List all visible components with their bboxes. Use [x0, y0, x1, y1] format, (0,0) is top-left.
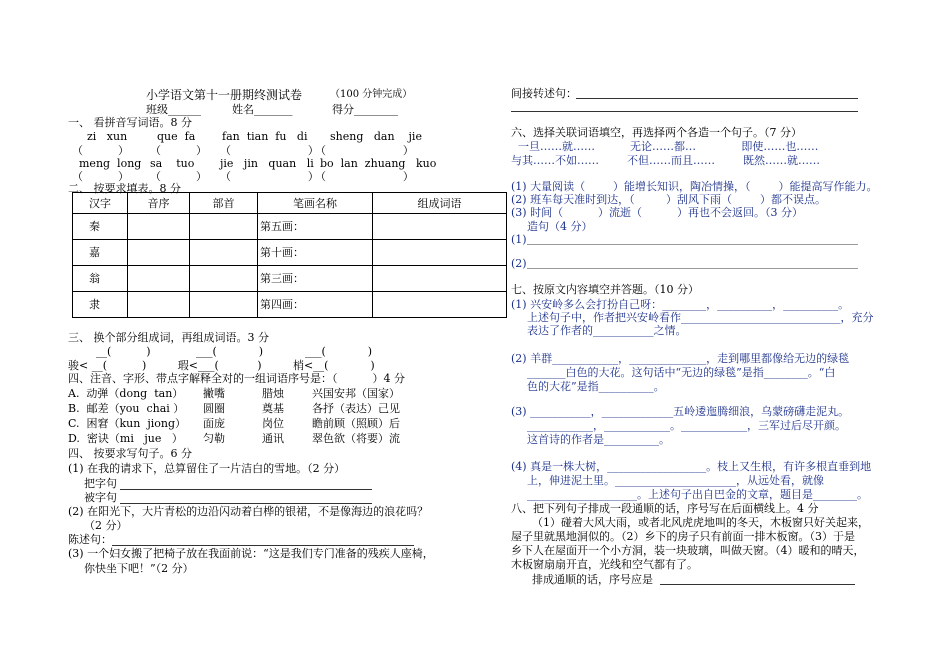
- section-6-heading: 六、选择关联词语填空，再选择两个各造一个句子。（7 分）: [511, 126, 802, 139]
- section-1-heading: 一、 看拼音写词语。8 分: [68, 116, 192, 129]
- section-7-heading: 七、按原文内容填空并答题。（10 分）: [511, 283, 699, 296]
- answer-label: 被字句: [84, 491, 117, 504]
- answer-blank[interactable]: （ ）: [150, 144, 207, 157]
- table-header: 部首: [190, 193, 258, 214]
- section-8-heading: 八、把下列句子排成一段通顺的话，序号写在后面横线上。4 分: [511, 502, 819, 515]
- table-stroke: 第三画：: [258, 266, 373, 292]
- question-text: 你快坐下吧！”（2 分）: [84, 562, 194, 575]
- option-word: 岗位: [262, 417, 284, 430]
- question-text[interactable]: 上述句子中，作者把兴安岭看作_____________________________，充分: [527, 311, 874, 324]
- answer-line[interactable]: [576, 98, 858, 99]
- table-row: [73, 266, 507, 292]
- answer-blank[interactable]: （ ）: [72, 144, 129, 157]
- table-cell[interactable]: [373, 214, 507, 240]
- indirect-speech-label: 间接转述句：: [511, 87, 577, 100]
- conjunction-options: 与其……不如…… 不但……而且…… 既然……就……: [511, 154, 820, 167]
- table-char: 嘉: [73, 240, 128, 266]
- question-text[interactable]: (4) 真是一株大树，__________________。枝上又生根，有许多根直垂到地: [511, 460, 872, 473]
- answer-blank[interactable]: （ ）: [315, 170, 414, 183]
- paragraph-line: 乡下人在屋面开一个小方洞，装一块玻璃，叫做天窗。（4）暖和的晴天，: [511, 544, 865, 557]
- name-label: 姓名_______: [232, 103, 293, 116]
- question-text[interactable]: ____________________。上述句子出自巴金的文章，题目是________。: [527, 488, 868, 501]
- answer-blank[interactable]: （ ）: [72, 170, 129, 183]
- table-cell[interactable]: [128, 240, 190, 266]
- pinyin-item: que fa: [157, 130, 196, 143]
- paragraph-line: 木板窗扇扇开直，光线和空气都有了。: [511, 558, 698, 571]
- question-text[interactable]: (2) 班车每天准时到达，（ ）刮风下雨（ ）都不误点。: [511, 193, 827, 206]
- table-header: 组成词语: [373, 193, 507, 214]
- section-3-heading: 三、 换个部分组成词，再组成词语。3 分: [68, 331, 269, 344]
- time-note: （100 分钟完成）: [330, 89, 413, 100]
- answer-blank[interactable]: （ ）: [150, 170, 207, 183]
- question-text[interactable]: (3) 时间（ ）流逝（ ）再也不会返回。（3 分）: [511, 206, 804, 219]
- option-word: 奠基: [262, 402, 284, 415]
- fill-table: [72, 192, 507, 318]
- table-cell[interactable]: [128, 266, 190, 292]
- table-stroke: 第四画：: [258, 292, 373, 318]
- option-d: D. 密诀（mi jue ）: [68, 432, 183, 445]
- table-row: [73, 214, 507, 240]
- answer-line[interactable]: [511, 111, 858, 112]
- question-text[interactable]: 上，伸进泥土里。______________________，从远处看，就像: [527, 474, 824, 487]
- class-label: 班级______: [146, 103, 201, 116]
- pinyin-item: fan tian fu di: [222, 130, 308, 143]
- table-cell[interactable]: [373, 266, 507, 292]
- make-sentence-label: 造句（4 分）: [527, 220, 593, 233]
- option-word: 面庞: [203, 417, 225, 430]
- option-word: 通讯: [262, 432, 284, 445]
- question-text[interactable]: 表达了作者的___________之情。: [527, 324, 687, 337]
- option-c: C. 困窘（kun jiong）: [68, 417, 187, 430]
- question-text: (3) 一个妇女搬了把椅子放在我面前说：“这是我们专门准备的残疾人座椅，: [68, 547, 434, 560]
- question-text[interactable]: 这首诗的作者是__________。: [527, 433, 670, 446]
- score-label: 得分________: [332, 103, 398, 116]
- table-cell[interactable]: [128, 292, 190, 318]
- question-text[interactable]: (3) ___________，_____________五岭逶迤腾细浪，乌蒙磅礴走泥丸。: [511, 405, 850, 418]
- option-word: 翠色欲（将要）流: [312, 432, 400, 445]
- paragraph-line: （1）碰着大风大雨，或者北风虎虎地叫的冬天，木板窗只好关起来，: [511, 516, 869, 529]
- question-text[interactable]: (2) 羊群____________，______________，走到哪里都像给无边的绿毯: [511, 352, 850, 365]
- pinyin-item: jie jin quan li: [220, 157, 314, 170]
- question-text[interactable]: ____________，____________。____________，三军过后尽开颜。: [527, 419, 846, 432]
- word-build-row[interactable]: 骏< __( ) 瑕<___( ) 梢<__( ): [68, 359, 375, 372]
- pinyin-item: sa tuo: [150, 157, 195, 170]
- pinyin-item: meng long: [79, 157, 142, 170]
- answer-label: 把字句: [84, 477, 117, 490]
- table-cell[interactable]: [190, 266, 258, 292]
- table-char: 隶: [73, 292, 128, 318]
- answer-line[interactable]: [112, 545, 414, 546]
- option-b: B. 邮差（you chai ）: [68, 402, 185, 415]
- answer-blank[interactable]: （ ）: [315, 144, 414, 157]
- answer-label: 陈述句：: [68, 533, 112, 546]
- table-char: 翁: [73, 266, 128, 292]
- question-text[interactable]: (1) 大量阅读（ ）能增长知识，陶冶情操，（ ）能提高写作能力。: [511, 180, 878, 193]
- section-4b-heading: 四、 按要求写句子。6 分: [68, 447, 192, 460]
- answer-line[interactable]: [527, 268, 858, 269]
- order-answer-label: 排成通顺的话，序号应是: [511, 573, 653, 586]
- answer-blank[interactable]: （ ）: [220, 144, 319, 157]
- sentence-number: (2): [511, 257, 527, 270]
- pinyin-item: zi xun: [87, 130, 128, 143]
- table-cell[interactable]: [190, 292, 258, 318]
- sentence-number: (1): [511, 233, 527, 246]
- question-text[interactable]: _______白色的大花。这句话中“无边的绿毯”是指________。“白: [527, 366, 836, 379]
- table-row: [73, 292, 507, 318]
- table-char: 秦: [73, 214, 128, 240]
- answer-line[interactable]: [527, 244, 858, 245]
- table-row: [73, 240, 507, 266]
- answer-line[interactable]: [120, 489, 372, 490]
- page-title: 小学语文第十一册期终测试卷: [146, 88, 303, 102]
- table-stroke: 第十画：: [258, 240, 373, 266]
- conjunction-options: 一旦……就…… 无论……都… 即使……也……: [511, 140, 819, 153]
- question-text: (1) 在我的请求下，总算留住了一片洁白的雪地。（2 分）: [68, 462, 346, 475]
- table-cell[interactable]: [373, 292, 507, 318]
- option-a: A. 动弹（dong tan）: [68, 387, 184, 400]
- option-word: 各抒（表达）己见: [312, 402, 400, 415]
- table-header: 音序: [128, 193, 190, 214]
- word-build-row[interactable]: __( ) ___( ) ___( ): [68, 345, 373, 358]
- option-word: 瞻前顾（照顾）后: [312, 417, 400, 430]
- table-cell[interactable]: [190, 240, 258, 266]
- section-4-heading: 四、注音、字形、带点字解释全对的一组词语序号是：（ ）4 分: [68, 372, 405, 385]
- table-cell[interactable]: [190, 214, 258, 240]
- pinyin-item: bo lan zhuang kuo: [320, 157, 437, 170]
- question-points: （2 分）: [84, 519, 128, 532]
- option-word: 匀勒: [203, 432, 225, 445]
- table-cell[interactable]: [373, 240, 507, 266]
- table-header: 汉字: [73, 193, 128, 214]
- option-word: 撇嘴: [203, 387, 225, 400]
- question-text: (2) 在阳光下，大片青松的边沿闪动着白桦的银裙，不是像海边的浪花吗？: [68, 505, 429, 518]
- option-word: 兴国安邦（国家）: [312, 387, 400, 400]
- question-text[interactable]: 色的大花”是指__________。: [527, 380, 665, 393]
- paragraph-line: 屋子里就黑地洞似的。（2）乡下的房子只有前面一排木板窗。（3）于是: [511, 530, 855, 543]
- table-header: 笔画名称: [258, 193, 373, 214]
- option-word: 腊烛: [262, 387, 284, 400]
- answer-line[interactable]: [120, 503, 372, 504]
- section-2-heading: 二、 按要求填表。8 分: [68, 182, 181, 195]
- pinyin-item: sheng dan jie: [330, 130, 422, 143]
- answer-line[interactable]: [660, 584, 855, 585]
- table-stroke: 第五画：: [258, 214, 373, 240]
- question-text[interactable]: (1) 兴安岭多么会打扮自己呀：________，__________，__________。: [511, 298, 850, 311]
- table-cell[interactable]: [128, 214, 190, 240]
- option-word: 圆圈: [203, 402, 225, 415]
- answer-blank[interactable]: （ ）: [220, 170, 319, 183]
